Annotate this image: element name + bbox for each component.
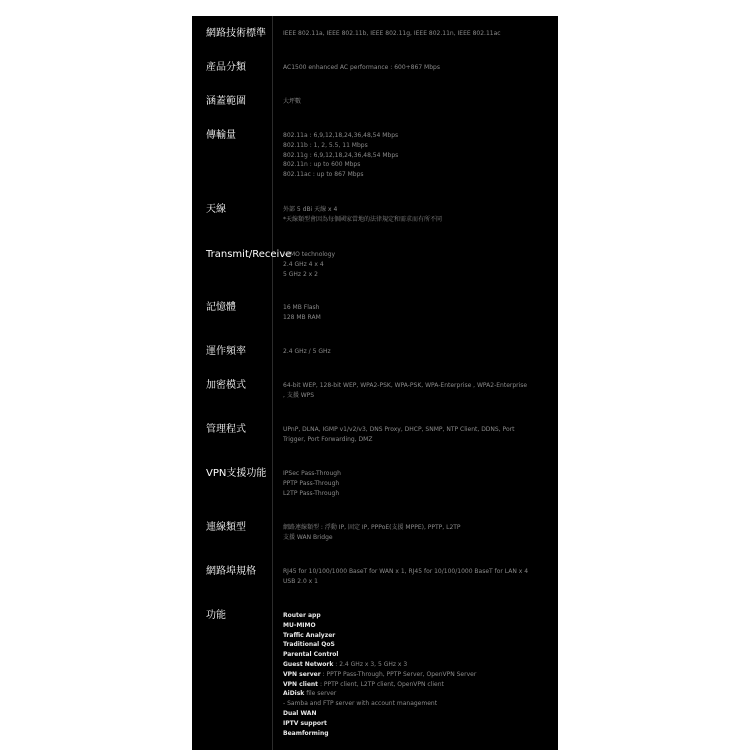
spec-value-text: 802.11b : 1, 2, 5.5, 11 Mbps bbox=[283, 141, 368, 149]
spec-value-line bbox=[283, 709, 535, 719]
spec-value-line bbox=[283, 63, 535, 73]
spec-value-text: 128 MB RAM bbox=[283, 313, 321, 321]
feature-name: IPTV support bbox=[283, 719, 327, 727]
spec-value-text: L2TP Pass-Through bbox=[283, 489, 340, 497]
spec-label: 管理程式 bbox=[206, 424, 246, 435]
spec-value-line bbox=[283, 479, 535, 489]
spec-value-text: MIMO technology bbox=[283, 251, 336, 258]
spec-value-line bbox=[283, 151, 535, 161]
spec-value-text: Trigger, Port Forwarding, DMZ bbox=[283, 435, 373, 443]
spec-label: 網路埠規格 bbox=[206, 566, 256, 577]
spec-value-line bbox=[283, 435, 535, 445]
spec-value-text: 64-bit WEP, 128-bit WEP, WPA2-PSK, WPA-PSK, WPA-Enterprise , WPA2-Enterprise bbox=[283, 382, 528, 389]
spec-value-text: RJ45 for 10/100/1000 BaseT for WAN x 1, RJ45 for 10/100/1000 BaseT for LAN x 4 bbox=[283, 568, 529, 575]
spec-value-text: , 支援 WPS bbox=[283, 391, 315, 399]
spec-value bbox=[283, 303, 535, 323]
spec-value bbox=[283, 97, 535, 107]
spec-value-line bbox=[283, 260, 535, 270]
spec-value bbox=[283, 131, 535, 180]
spec-value-line bbox=[283, 621, 535, 631]
spec-value-text: file server bbox=[304, 690, 337, 698]
spec-value-text: : 2.4 GHz x 3, 5 GHz x 3 bbox=[333, 660, 408, 668]
spec-value-text: 802.11a : 6,9,12,18,24,36,48,54 Mbps bbox=[283, 132, 399, 139]
spec-label: 運作頻率 bbox=[206, 346, 246, 357]
spec-value-line bbox=[283, 270, 535, 280]
spec-label: 傳輸量 bbox=[206, 130, 236, 141]
spec-value-line bbox=[283, 670, 535, 680]
spec-label: 網路技術標準 bbox=[206, 28, 266, 39]
feature-name: VPN client bbox=[283, 680, 319, 688]
spec-value-line bbox=[283, 533, 535, 543]
spec-value-line bbox=[283, 699, 535, 709]
spec-value-text: 外部 5 dBi 天線 x 4 bbox=[283, 206, 338, 213]
spec-value-text: *天線類型會因為每個國家當地的法律規定和需求而有所不同 bbox=[283, 215, 443, 223]
spec-value-text: 802.11ac : up to 867 Mbps bbox=[283, 171, 364, 179]
spec-value-line bbox=[283, 160, 535, 170]
spec-value-text: AC1500 enhanced AC performance : 600+867 Mbps bbox=[283, 64, 440, 71]
feature-name: MU-MIMO bbox=[283, 621, 316, 629]
spec-value bbox=[283, 381, 535, 401]
spec-value-text: 2.4 GHz 4 x 4 bbox=[283, 260, 324, 268]
spec-value-text: 大坪數 bbox=[283, 98, 302, 105]
spec-value-line bbox=[283, 611, 535, 621]
spec-value bbox=[283, 63, 535, 73]
spec-label: 連線類型 bbox=[206, 522, 246, 533]
feature-name: Dual WAN bbox=[283, 709, 317, 717]
spec-value-line bbox=[283, 381, 535, 391]
spec-value-text: IPSec Pass-Through bbox=[283, 470, 341, 477]
spec-value-line bbox=[283, 347, 535, 357]
feature-name: Parental Control bbox=[283, 651, 339, 659]
spec-value-line bbox=[283, 680, 535, 690]
spec-value-text: UPnP, DLNA, IGMP v1/v2/v3, DNS Proxy, DHCP, SNMP, NTP Client, DDNS, Port bbox=[283, 426, 515, 433]
spec-value bbox=[283, 29, 535, 39]
spec-value-line bbox=[283, 640, 535, 650]
spec-value-text: : PPTP client, L2TP client, OpenVPN client bbox=[318, 680, 444, 688]
feature-name: Traditional QoS bbox=[283, 641, 335, 649]
spec-value-text: : PPTP Pass-Through, PPTP Server, OpenVPN Server bbox=[320, 670, 477, 678]
spec-value bbox=[283, 523, 535, 543]
spec-value-line bbox=[283, 567, 535, 577]
feature-name: Beamforming bbox=[283, 729, 329, 737]
spec-value bbox=[283, 205, 535, 225]
spec-value-line bbox=[283, 650, 535, 660]
spec-label: 涵蓋範圍 bbox=[206, 96, 246, 107]
spec-value-line bbox=[283, 170, 535, 180]
spec-value-text: - Samba and FTP server with account management bbox=[283, 700, 438, 708]
spec-value-line bbox=[283, 719, 535, 729]
spec-value-line bbox=[283, 250, 535, 260]
spec-value bbox=[283, 469, 535, 498]
spec-value-line bbox=[283, 141, 535, 151]
feature-name: Router app bbox=[283, 612, 321, 619]
spec-label: Transmit/Receive bbox=[206, 249, 292, 260]
spec-label: 記憶體 bbox=[206, 302, 236, 313]
spec-label: 天線 bbox=[206, 204, 226, 215]
spec-value-line bbox=[283, 215, 535, 225]
spec-value-text: 支援 WAN Bridge bbox=[283, 533, 333, 541]
spec-value-text: 5 GHz 2 x 2 bbox=[283, 270, 318, 278]
feature-name: Traffic Analyzer bbox=[283, 631, 336, 639]
spec-value-line bbox=[283, 205, 535, 215]
spec-value-line bbox=[283, 489, 535, 499]
spec-value-line bbox=[283, 577, 535, 587]
spec-label: 加密模式 bbox=[206, 380, 246, 391]
spec-value-line bbox=[283, 29, 535, 39]
spec-value bbox=[283, 425, 535, 445]
spec-value-line bbox=[283, 660, 535, 670]
spec-value bbox=[283, 347, 535, 357]
spec-value bbox=[283, 250, 535, 279]
spec-value-line bbox=[283, 523, 535, 533]
spec-value bbox=[283, 567, 535, 587]
spec-value-line bbox=[283, 97, 535, 107]
spec-value-text: 802.11n : up to 600 Mbps bbox=[283, 161, 361, 169]
feature-name: AiDisk bbox=[283, 690, 305, 698]
spec-value-line bbox=[283, 729, 535, 739]
spec-value-text: 16 MB Flash bbox=[283, 304, 320, 311]
spec-value-text: PPTP Pass-Through bbox=[283, 479, 340, 487]
spec-value-line bbox=[283, 689, 535, 699]
column-divider bbox=[272, 16, 273, 750]
spec-value-line bbox=[283, 131, 535, 141]
spec-value-line bbox=[283, 313, 535, 323]
spec-label: 產品分類 bbox=[206, 62, 246, 73]
feature-name: Guest Network bbox=[283, 660, 334, 668]
spec-label: VPN支援功能 bbox=[206, 468, 267, 479]
feature-name: VPN server bbox=[283, 670, 321, 678]
spec-value-line bbox=[283, 469, 535, 479]
spec-value-line bbox=[283, 391, 535, 401]
spec-value-text: USB 2.0 x 1 bbox=[283, 577, 318, 585]
spec-value-text: IEEE 802.11a, IEEE 802.11b, IEEE 802.11g, IEEE 802.11n, IEEE 802.11ac bbox=[283, 30, 501, 37]
spec-value-text: 802.11g : 6,9,12,18,24,36,48,54 Mbps bbox=[283, 151, 399, 159]
spec-value-line bbox=[283, 303, 535, 313]
spec-value-text: 網路連線類型 : 浮動 IP, 固定 IP, PPPoE(支援 MPPE), PPTP, L2TP bbox=[283, 524, 461, 531]
spec-value-line bbox=[283, 425, 535, 435]
spec-value-line bbox=[283, 631, 535, 641]
spec-value-text: 2.4 GHz / 5 GHz bbox=[283, 348, 331, 355]
spec-label: 功能 bbox=[206, 610, 226, 621]
spec-value bbox=[283, 611, 535, 738]
